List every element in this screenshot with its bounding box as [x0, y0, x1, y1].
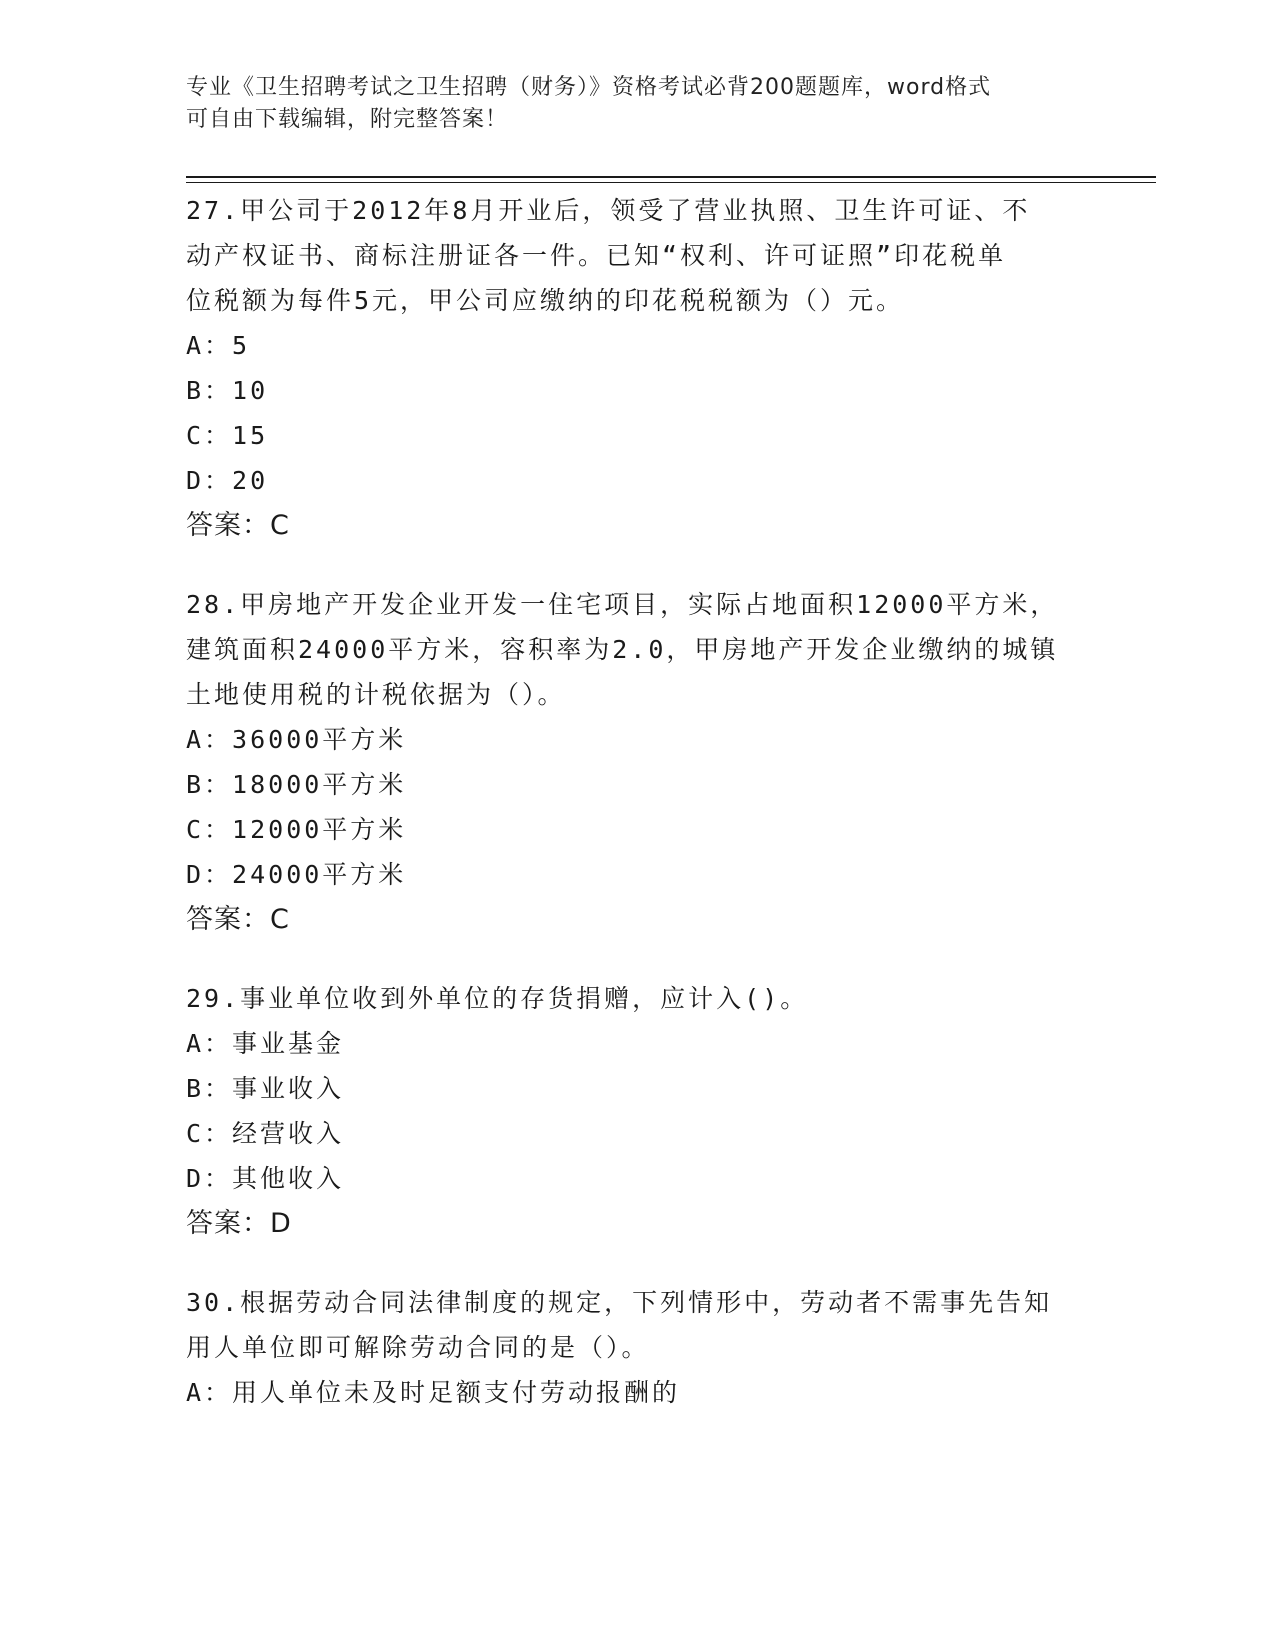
- option-c: C：12000平方米: [186, 815, 407, 844]
- option-d: D：20: [186, 466, 269, 495]
- stem-line: 27.甲公司于2012年8月开业后，领受了营业执照、卫生许可证、不: [186, 196, 1031, 225]
- question-29: [186, 976, 1086, 1246]
- header-divider-thick: [186, 176, 1156, 178]
- stem-line: 土地使用税的计税依据为（）。: [186, 680, 566, 709]
- option-c: C：15: [186, 421, 269, 450]
- option-d: D：24000平方米: [186, 860, 407, 889]
- header-divider-thin: [186, 182, 1156, 183]
- option-d: D：其他收入: [186, 1164, 345, 1193]
- option-a: A：36000平方米: [186, 725, 407, 754]
- stem-line: 用人单位即可解除劳动合同的是（）。: [186, 1333, 650, 1362]
- question-list: [186, 188, 1086, 1449]
- answer: 答案：D: [186, 1208, 292, 1239]
- option-a: A：事业基金: [186, 1029, 345, 1058]
- option-b: B：10: [186, 376, 269, 405]
- option-a: A：用人单位未及时足额支付劳动报酬的: [186, 1378, 681, 1407]
- header-line: 专业《卫生招聘考试之卫生招聘（财务）》资格考试必背200题题库，word格式: [186, 75, 992, 100]
- stem-line: 位税额为每件5元，甲公司应缴纳的印花税税额为（）元。: [186, 286, 905, 315]
- option-b: B：18000平方米: [186, 770, 407, 799]
- option-b: B：事业收入: [186, 1074, 345, 1103]
- question-stem: [186, 188, 1086, 323]
- stem-line: 28.甲房地产开发企业开发一住宅项目，实际占地面积12000平方米，: [186, 590, 1059, 619]
- document-header: [186, 72, 1086, 136]
- option-c: C：经营收入: [186, 1119, 345, 1148]
- question-stem: [186, 1280, 1086, 1370]
- question-30: [186, 1280, 1086, 1415]
- question-27: [186, 188, 1086, 548]
- answer: 答案：C: [186, 510, 290, 541]
- stem-line: 30.根据劳动合同法律制度的规定，下列情形中，劳动者不需事先告知: [186, 1288, 1053, 1317]
- option-a: A：5: [186, 331, 251, 360]
- question-stem: [186, 976, 1086, 1021]
- stem-line: 29.事业单位收到外单位的存货捐赠，应计入()。: [186, 984, 809, 1013]
- stem-line: 建筑面积24000平方米，容积率为2.0，甲房地产开发企业缴纳的城镇: [186, 635, 1059, 664]
- header-line: 可自由下载编辑，附完整答案！: [186, 107, 509, 132]
- question-stem: [186, 582, 1086, 717]
- answer: 答案：C: [186, 904, 290, 935]
- stem-line: 动产权证书、商标注册证各一件。已知“权利、许可证照”印花税单: [186, 241, 1007, 270]
- question-28: [186, 582, 1086, 942]
